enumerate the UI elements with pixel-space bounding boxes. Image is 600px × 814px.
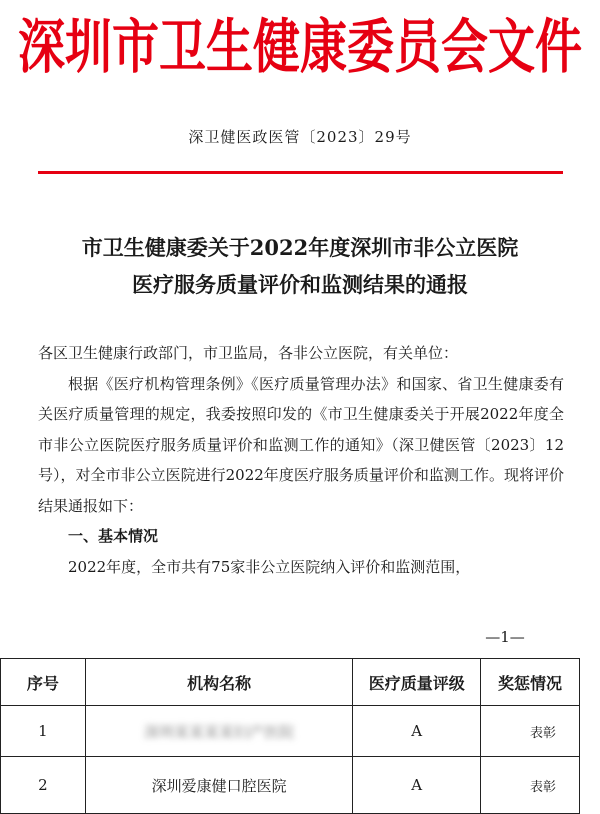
table-header-row bbox=[1, 659, 580, 706]
row-quality-rating: A bbox=[353, 706, 481, 757]
document-number: 深卫健医政医管〔2023〕29号 bbox=[188, 128, 412, 146]
row-serial-number: 1 bbox=[1, 706, 86, 757]
page-number: —1— bbox=[485, 628, 525, 646]
row-reward-status: 表彰 bbox=[481, 706, 580, 757]
section-heading-basic-situation: 一、基本情况 bbox=[68, 527, 159, 545]
row-institution-name: 深圳爱康健口腔医院 bbox=[85, 757, 352, 814]
results-table bbox=[0, 658, 580, 814]
body-paragraph-1: 根据《医疗机构管理条例》《医疗质量管理办法》和国家、省卫生健康委有关医疗质量管理的规定，我委按照印发的《市卫生健康委关于开展2022年度全市非公立医院医疗服务质量评价和监测工作的通知》（深卫健医管〔2023〕12号），对全市非公立医院进行2022年度医疗服务质量评价和监测工作。现将评价结果通报如下： bbox=[38, 374, 564, 515]
row-institution-name-redacted: 深圳某某某某妇产医院 bbox=[85, 706, 352, 757]
red-divider-line bbox=[38, 171, 563, 174]
notice-title bbox=[0, 229, 600, 303]
header-reward-status: 奖惩情况 bbox=[481, 659, 580, 706]
body-paragraph-2: 2022年度，全市共有75家非公立医院纳入评价和监测范围， bbox=[68, 557, 471, 576]
notice-title-line-2: 医疗服务质量评价和监测结果的通报 bbox=[132, 272, 468, 297]
row-quality-rating: A bbox=[353, 757, 481, 814]
notice-title-line-1: 市卫生健康委关于2022年度深圳市非公立医院 bbox=[81, 235, 519, 260]
header-institution-name: 机构名称 bbox=[85, 659, 352, 706]
row-reward-status: 表彰 bbox=[481, 757, 580, 814]
document-header-title: 深圳市卫生健康委员会文件 bbox=[18, 13, 582, 82]
header-quality-rating: 医疗质量评级 bbox=[353, 659, 481, 706]
document-body bbox=[38, 338, 564, 582]
table-row bbox=[1, 757, 580, 814]
header-serial-number: 序号 bbox=[1, 659, 86, 706]
addressee-line: 各区卫生健康行政部门，市卫监局，各非公立医院，有关单位： bbox=[38, 344, 459, 362]
table-row bbox=[1, 706, 580, 757]
row-serial-number: 2 bbox=[1, 757, 86, 814]
